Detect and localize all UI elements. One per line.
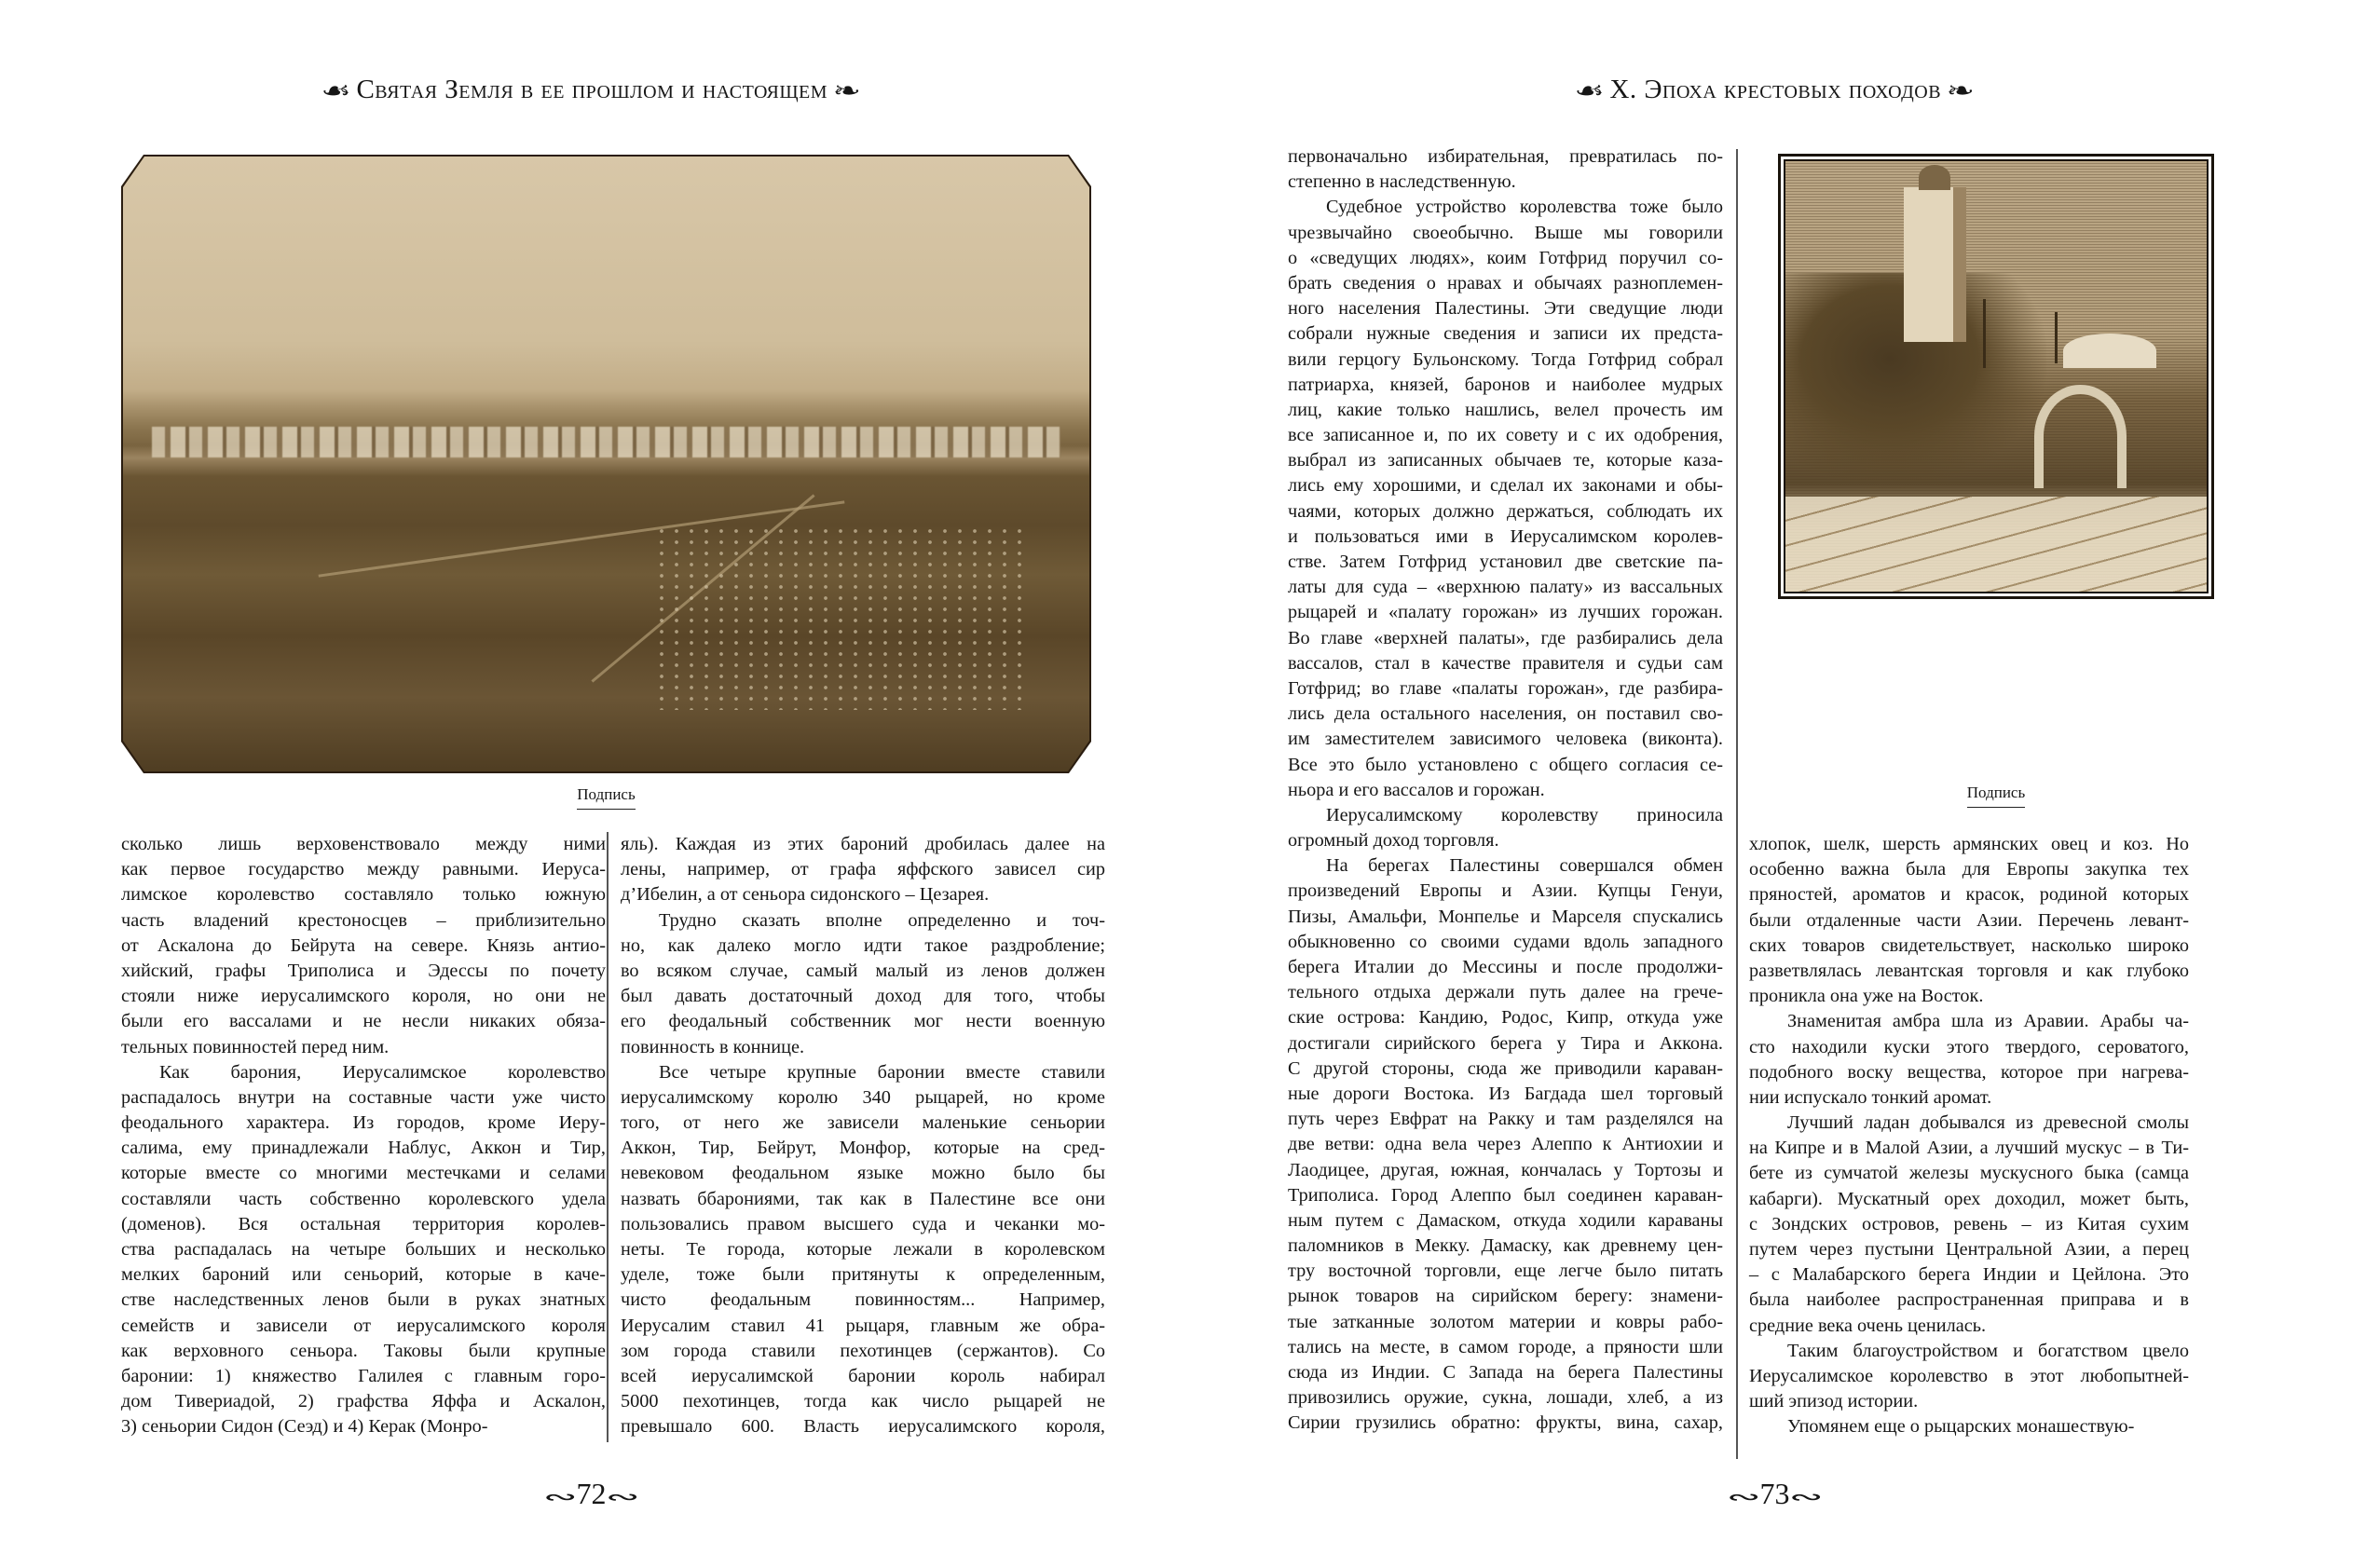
text-line: тельного отдыха держали путь далее на грече-: [1288, 982, 1723, 1003]
page-number-right: [1183, 1475, 2366, 1516]
text-line: превышало 600. Власть иерусалимского короля,: [621, 1416, 1105, 1438]
text-line: 3) сеньории Сидон (Сеэд) и 4) Керак (Монро-: [121, 1416, 488, 1438]
running-head-left: [0, 71, 1183, 110]
text-line: повинность в коннице.: [621, 1036, 805, 1057]
text-line: во всяком случае, самый малый из ленов должен: [621, 960, 1105, 981]
text-line: яль). Каждая из этих бароний дробилась далее на: [621, 834, 1105, 854]
text-line: вассалов, стал в качестве правителя и судьи сам: [1288, 652, 1723, 674]
text-line: всей иерусалимской баронии король набирал: [621, 1365, 1105, 1386]
text-line: разветвлялась левантская торговля и как глубоко: [1749, 960, 2189, 981]
text-line: 5000 пехотинцев, тогда как число рыцарей не: [621, 1391, 1105, 1412]
text-line: сюда из Индии. С Запада на берега Палестины: [1288, 1362, 1723, 1383]
text-line: д’Ибелин, а от сеньора сидонского – Цезарея.: [621, 884, 990, 906]
text-line: был давать достаточный доход для того, чтобы: [621, 986, 1105, 1007]
engraving-palm: [2055, 312, 2058, 363]
text-line: на Кипре и в Малой Азии, а лучший мускус – в Ти-: [1749, 1138, 2189, 1159]
text-line: обыкновенно со своими судами вдоль западного: [1288, 931, 1723, 952]
flourish-ornament-icon: ☙: [320, 77, 352, 105]
text-line: составляли часть собственно королевского удела: [121, 1188, 606, 1209]
text-line: две ветви: одна вела через Алеппо к Антиохии и: [1288, 1134, 1723, 1155]
text-line: феодального характера. Из городов, кроме Иеру-: [121, 1112, 606, 1134]
text-line: достигали сирийского берега у Тира и Аккона.: [1288, 1032, 1723, 1054]
text-line: были отдаленные части Азии. Перечень левант-: [1749, 909, 2189, 931]
caption-text: Подпись: [1967, 783, 2025, 808]
text-line: салима, ему принадлежали Наблус, Аккон и Тир,: [121, 1138, 606, 1159]
caption-text: Подпись: [577, 784, 635, 810]
text-line: Все четыре крупные баронии вместе ставили: [659, 1061, 1105, 1083]
text-line: Триполиса. Город Алеппо был соединен караван-: [1288, 1184, 1723, 1206]
text-line: тру восточной торговли, еще легче было питать: [1288, 1261, 1723, 1282]
text-line: была наиболее распространенная приправа и в: [1749, 1289, 2189, 1311]
text-line: тельных повинностей перед ним.: [121, 1036, 390, 1057]
text-line: кабарги). Мускатный орех доходил, может быть,: [1749, 1188, 2189, 1209]
text-line: первоначально избирательная, превратилась по-: [1288, 146, 1723, 167]
text-line: Пизы, Амальфи, Монпелье и Марселя спускались: [1288, 906, 1723, 927]
engraving-palm: [1983, 299, 1986, 368]
photo-cemetery-stones: [654, 525, 1031, 710]
text-line: средние века очень ценилась.: [1749, 1315, 1987, 1336]
column-rule: [607, 832, 609, 1442]
text-line: паломников в Мекку. Дамаску, как древнему цен-: [1288, 1235, 1723, 1257]
text-line: Упомянем еще о рыцарских монашествую-: [1787, 1416, 2135, 1438]
text-column-1: [121, 832, 606, 1440]
text-line: рыцарей и «палату горожан» из лучших горожан.: [1288, 602, 1723, 623]
text-line: и пользоваться ими в Иерусалимском королев-: [1288, 525, 1723, 547]
text-line: Иерусалимскому королевству приносила: [1326, 804, 1723, 825]
text-line: им заместителем зависимого человека (виконта).: [1288, 729, 1723, 750]
photo-town-silhouette: [152, 427, 1060, 457]
text-line: особенно важна была для Европы закупка тех: [1749, 859, 2189, 880]
text-line: Трудно сказать вполне определенно и точ-: [659, 909, 1105, 931]
text-line: невековом феодальном языке можно было бы: [621, 1163, 1105, 1184]
flourish-ornament-icon: ❧: [1946, 77, 1976, 105]
text-line: чрезвычайно своеобычно. Выше мы говорили: [1288, 222, 1723, 243]
text-line: ший эпизод истории.: [1749, 1391, 1919, 1412]
text-line: пользовались правом высшего суда и чеканки мо-: [621, 1213, 1105, 1234]
text-line: Судебное устройство королевства тоже было: [1326, 197, 1723, 218]
text-column-1: [1288, 144, 1723, 1437]
text-line: путем через пустыни Центральной Азии, а перец: [1749, 1239, 2189, 1260]
text-line: привозились оружие, сукна, лошади, хлеб, а из: [1288, 1387, 1723, 1409]
text-line: тались на месте, в самом городе, а пряности шли: [1288, 1336, 1723, 1357]
text-line: произведений Европы и Азии. Купцы Генуи,: [1288, 880, 1723, 902]
text-line: стве. Затем Готфрид установил две светские па-: [1288, 552, 1723, 572]
text-line: ньора и его вассалов и горожан.: [1288, 779, 1545, 800]
text-line: ным путем с Дамаском, откуда ходили караваны: [1288, 1209, 1723, 1231]
photo-image: [123, 157, 1089, 771]
text-line: (доменов). Вся остальная территория королев-: [121, 1213, 606, 1234]
engraving-image: [1784, 159, 2209, 593]
text-line: брать сведения о нравах и обычаях разноплемен-: [1288, 272, 1723, 293]
running-head-right: [1183, 71, 2366, 110]
text-line: уделе, тоже были притянуты к определенным,: [621, 1264, 1105, 1286]
text-line: ные дороги Востока. Из Багдада шел торговый: [1288, 1083, 1723, 1104]
page-number-left: [0, 1475, 1183, 1516]
text-line: Таким благоустройством и богатством цвело: [1787, 1340, 2189, 1361]
text-line: Иерусалим ставил 41 рыцаря, главным же обра-: [621, 1315, 1105, 1336]
text-line: берега Италии до Мессины и после продолжи-: [1288, 957, 1723, 977]
text-line: бете из сумчатой железы мускусного быка (самца: [1749, 1163, 2189, 1184]
column-rule: [1736, 149, 1738, 1459]
text-line: путь через Евфрат на Ракку и там разделялся на: [1288, 1109, 1723, 1130]
text-line: латы для суда – «верхнюю палату» из вассальных: [1288, 577, 1723, 598]
text-line: патриарха, князей, баронов и наиболее мудрых: [1288, 374, 1723, 395]
text-line: дом Тивериадой, 2) графства Яффа и Аскалон,: [121, 1391, 606, 1412]
text-line: рынок товаров на сирийском берегу: знамени-: [1288, 1286, 1723, 1307]
folio-ornament-icon: ∾: [542, 1484, 578, 1508]
text-line: Знаменитая амбра шла из Аравии. Арабы ча-: [1787, 1011, 2189, 1032]
engraving-minaret: [1904, 187, 1967, 342]
text-line: мелких бароний или сеньорий, которые в каче-: [121, 1264, 606, 1286]
text-line: Все это было установлено с общего согласия се-: [1288, 754, 1723, 775]
text-line: нии испускало тонкий аромат.: [1749, 1086, 1992, 1108]
text-line: часть владений крестоносцев – приблизительно: [121, 909, 606, 931]
text-line: Как барония, Иерусалимское королевство: [159, 1061, 606, 1083]
text-line: назвать ббарониями, так как в Палестине все они: [621, 1188, 1105, 1209]
figure-caption-right: [1778, 783, 2214, 808]
flourish-ornament-icon: ☙: [1573, 77, 1606, 105]
figure-minaret-engraving: [1778, 154, 2214, 599]
text-line: стояли ниже иерусалимского короля, но они не: [121, 986, 606, 1007]
text-column-2: [621, 832, 1105, 1440]
text-line: все записанное и, по их совету и с их одобрения,: [1288, 425, 1723, 446]
text-line: с Зондских островов, ревень – из Китая сухим: [1749, 1213, 2189, 1234]
text-line: неты. Те города, которые лежали в королевском: [621, 1239, 1105, 1260]
text-line: степенно в наследственную.: [1288, 171, 1516, 193]
engraving-arch: [2034, 385, 2127, 488]
text-line: лены, например, от графа яффского зависел сир: [621, 859, 1105, 880]
text-line: сколько лишь верховенствовало между ними: [121, 834, 606, 854]
figure-town-photograph: [121, 155, 1091, 773]
folio-ornament-icon: ∾: [1788, 1484, 1824, 1508]
text-line: чисто феодальным повинностям... Например,: [621, 1289, 1105, 1311]
text-line: тые затканные золотом материи и ковры рабо-: [1288, 1311, 1723, 1332]
text-line: Сирии грузились обратно: фрукты, вина, сахар,: [1288, 1412, 1723, 1434]
text-line: иерусалимскому королю 340 рыцарей, но кроме: [621, 1086, 1105, 1108]
page-number-text: 73: [1759, 1477, 1790, 1510]
text-line: проникла она уже на Восток.: [1749, 986, 1984, 1007]
text-line: пряностей, ароматов и красок, родиной которых: [1749, 884, 2189, 906]
text-line: хлопок, шелк, шерсть армянских овец и коз. Но: [1749, 834, 2189, 854]
text-line: распадалось внутри на составные части уже чисто: [121, 1086, 606, 1108]
figure-caption-left: [121, 784, 1091, 810]
text-line: о «сведущих людях», коим Готфрид поручил со-: [1288, 247, 1723, 268]
text-line: ских товаров свидетельствует, насколько широко: [1749, 934, 2189, 956]
page-number-text: 72: [576, 1477, 607, 1510]
text-line: Во главе «верхней палаты», где разбирались дела: [1288, 627, 1723, 648]
text-line: чаями, которых должно держаться, соблюдать их: [1288, 500, 1723, 522]
text-line: ства распадалась на четыре больших и несколько: [121, 1239, 606, 1260]
text-line: зом города ставили пехотинцев (сержантов). Со: [621, 1340, 1105, 1361]
text-line: как верховного сеньора. Таковы были крупные: [121, 1340, 606, 1361]
text-line: ские острова: Кандию, Родос, Кипр, откуда уже: [1288, 1007, 1723, 1029]
text-line: которые вместе со многими местечками и селами: [121, 1163, 606, 1184]
text-line: стве наследственных ленов были в руках знатных: [121, 1289, 606, 1311]
text-line: На берегах Палестины совершался обмен: [1326, 855, 1723, 877]
folio-ornament-icon: ∾: [1726, 1484, 1761, 1508]
text-line: Готфрид; во главе «палаты горожан», где разбира-: [1288, 677, 1723, 699]
flourish-ornament-icon: ❧: [832, 77, 862, 105]
text-line: лись дела остального населения, он поставил сво-: [1288, 703, 1723, 725]
engraving-road: [1785, 497, 2207, 592]
text-line: лись ему хорошими, и сделал их законами и обы-: [1288, 475, 1723, 497]
text-line: от Аскалона до Бейрута на севере. Князь антио-: [121, 934, 606, 956]
text-line: баронии: 1) княжество Галилея с главным горо-: [121, 1365, 606, 1386]
text-column-2: [1749, 832, 2189, 1440]
text-line: лиц, какие только нашлись, велел прочесть им: [1288, 399, 1723, 420]
text-line: лимское королевство составляло только южную: [121, 884, 606, 906]
text-line: хийский, графы Триполиса и Эдессы по почету: [121, 960, 606, 981]
text-line: были его вассалами и не несли никаких обяза-: [121, 1011, 606, 1032]
text-line: как первое государство между равными. Иеруса-: [121, 859, 606, 880]
text-line: собрали нужные сведения и записи их предста-: [1288, 323, 1723, 345]
text-line: семейств и зависели от иерусалимского короля: [121, 1315, 606, 1336]
text-line: Аккон, Тир, Бейрут, Монфор, которые на сред-: [621, 1138, 1105, 1159]
text-line: – с Малабарского берега Индии и Цейлона. Это: [1749, 1264, 2189, 1286]
folio-ornament-icon: ∾: [605, 1484, 640, 1508]
text-line: С другой стороны, сюда же приводили караван-: [1288, 1057, 1723, 1079]
running-head-text: Святая Земля в ее прошлом и настоящем: [356, 75, 828, 104]
text-line: того, от него же зависели маленькие сеньории: [621, 1112, 1105, 1134]
text-line: подобного воску вещества, которое при нагрева-: [1749, 1061, 2189, 1083]
text-line: ного населения Палестины. Эти сведущие люди: [1288, 298, 1723, 320]
text-line: Лаодицее, другая, южная, кончалась у Тортозы и: [1288, 1159, 1723, 1180]
text-line: вили герцогу Бульонскому. Тогда Готфрид собрал: [1288, 348, 1723, 370]
text-line: сто находили куски этого твердого, сероватого,: [1749, 1036, 2189, 1057]
engraving-dome: [2063, 334, 2155, 368]
text-line: огромный доход торговля.: [1288, 830, 1499, 852]
text-line: Лучший ладан добывался из древесной смолы: [1787, 1112, 2189, 1134]
text-line: его феодальный собственник мог нести военную: [621, 1011, 1105, 1032]
text-line: но, как далеко могло идти такое раздробление;: [621, 934, 1105, 956]
running-head-text: X. Эпоха крестовых походов: [1609, 75, 1942, 104]
text-line: выбрал из записанных обычаев те, которые каза-: [1288, 450, 1723, 471]
text-line: Иерусалимское королевство в этот любопытней-: [1749, 1365, 2189, 1386]
